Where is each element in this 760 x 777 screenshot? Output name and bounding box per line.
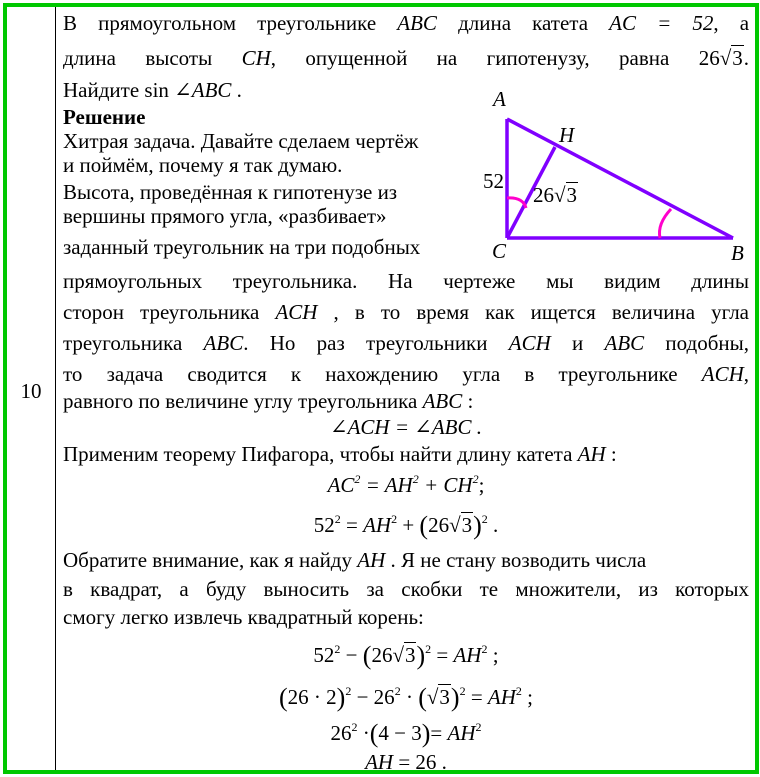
math: ABC <box>604 331 645 355</box>
math-26-sqrt3: 26√3 <box>698 46 743 70</box>
paragraph-line: смогу легко извлечь квадратный корень: <box>63 605 424 629</box>
radicand: 3 <box>566 183 578 207</box>
equation-result: AH = 26 . <box>365 750 447 774</box>
triangle-diagram <box>487 89 760 269</box>
text: Применим теорему Пифагора, чтобы найти длину катета <box>63 442 573 466</box>
text: равного по величине углу треугольника <box>63 389 418 413</box>
equation-step-2: $(26 \cdot 2)^2 - 26^2 \cdot (√3)^2 = AH^2$ ; <box>279 683 533 712</box>
vertex-b-label: B <box>731 241 744 265</box>
text: . <box>236 78 242 102</box>
problem-line-3 <box>63 78 242 102</box>
math: ACH <box>508 331 551 355</box>
math: AH <box>577 442 606 466</box>
math: ABC <box>203 331 244 355</box>
task-card <box>3 3 759 774</box>
equation-step-1: $52^2 - (26√3)^2 = AH^2$ ; <box>313 641 499 670</box>
paragraph-line <box>63 331 749 355</box>
equation-angles: ∠ACH = ∠ABC . <box>329 415 483 439</box>
paragraph-line <box>63 362 749 386</box>
text: Найдите sin <box>63 78 169 102</box>
height-ch-label: 26√3 <box>533 183 578 207</box>
text: , опущенной на гипотенузу, равна <box>270 46 670 70</box>
text: Обратите внимание, как я найду <box>63 548 352 572</box>
vertex-a-label: A <box>493 87 506 111</box>
paragraph-line <box>63 442 617 466</box>
problem-line-1 <box>63 11 749 35</box>
problem-line-2 <box>63 46 749 70</box>
radicand: 3 <box>732 46 743 70</box>
text: . Я не стану возводить числа <box>390 548 647 572</box>
equation-step-3: $26^2 \cdot(4 - 3)= AH^2$ <box>330 719 482 748</box>
text: треугольника <box>63 331 183 355</box>
vertex-c-label: C <box>492 239 507 263</box>
num: 26 <box>698 46 720 70</box>
text: сторон треугольника <box>63 300 260 324</box>
text: . Но раз треугольники <box>243 331 488 355</box>
paragraph-line: прямоугольных треугольника. На чертеже мы видим длины <box>63 269 749 293</box>
task-number: 10 <box>20 379 42 403</box>
text: . <box>743 46 749 70</box>
math: ABC <box>397 11 437 35</box>
num: 26 <box>533 183 554 207</box>
text: длина катета <box>458 11 589 35</box>
number-column <box>7 7 56 770</box>
text: и <box>572 331 584 355</box>
paragraph-line: заданный треугольник на три подобных <box>63 235 421 259</box>
equation-substituted: $52^2 = AH^2 + (26√3)^2$ . <box>313 511 499 540</box>
text: подобны, <box>665 331 750 355</box>
math: ACH <box>701 362 744 386</box>
text: , в то время как ищется величина угла <box>333 300 750 324</box>
paragraph-line: Хитрая задача. Давайте сделаем чертёж <box>63 129 419 153</box>
paragraph-line <box>63 389 473 413</box>
math: ABC <box>422 389 463 413</box>
text: длина высоты <box>63 46 213 70</box>
text: то задача сводится к нахождению угла в треугольнике <box>63 362 678 386</box>
math: AH <box>357 548 386 572</box>
math: CH <box>241 46 271 70</box>
vertex-h-label: H <box>559 123 575 147</box>
text: : <box>610 442 617 466</box>
triangle-figure <box>483 87 760 269</box>
text: : <box>467 389 474 413</box>
equation-pythagoras: $AC^2 = AH^2 + CH^2$; <box>327 472 485 497</box>
paragraph-line: вершины прямого угла, «разбивает» <box>63 204 387 228</box>
text: , а <box>713 11 750 35</box>
paragraph-line <box>63 548 646 572</box>
math: ACH <box>275 300 318 324</box>
paragraph-line <box>63 300 749 324</box>
text: , <box>743 362 750 386</box>
paragraph-line: в квадрат, а буду выносить за скобки те множители, из которых <box>63 577 749 601</box>
solution-heading: Решение <box>63 105 146 129</box>
paragraph-line: и поймём, почему я так думаю. <box>63 153 343 177</box>
math: ∠ABC <box>174 78 232 102</box>
paragraph-line: Высота, проведённая к гипотенузе из <box>63 180 398 204</box>
math: AC = 52 <box>609 11 714 35</box>
text: В прямоугольном треугольнике <box>63 11 377 35</box>
side-ac-label: 52 <box>483 169 504 193</box>
